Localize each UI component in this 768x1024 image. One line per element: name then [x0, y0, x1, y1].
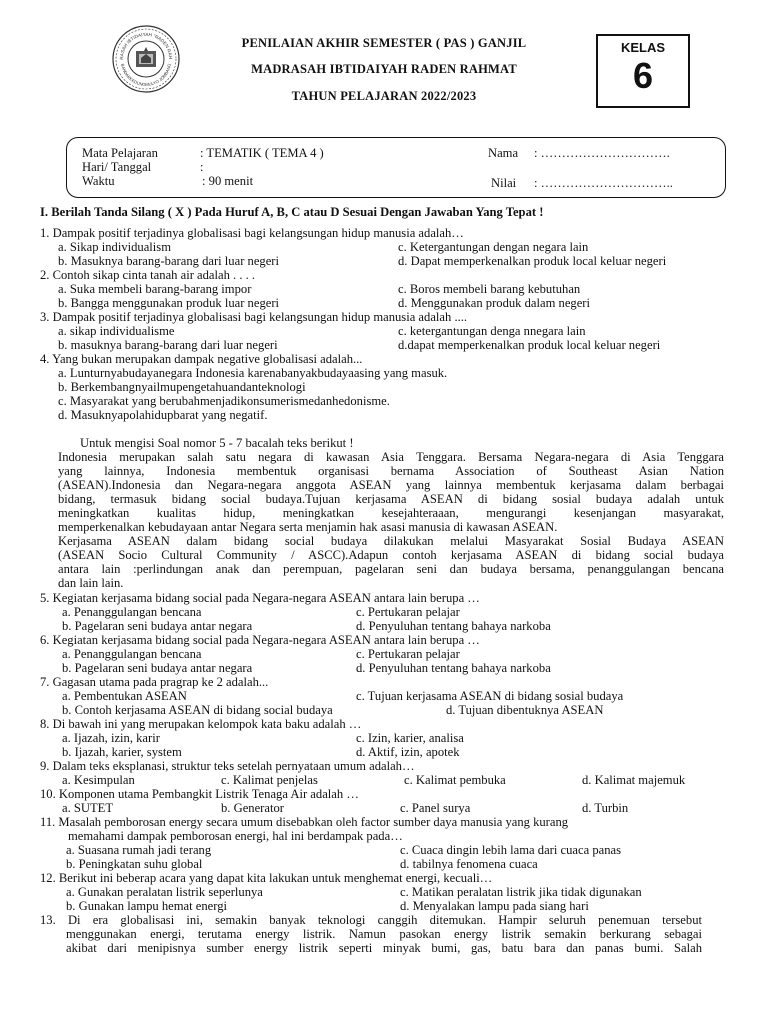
q8-option-a[interactable]: a. Ijazah, izin, karir — [62, 731, 160, 745]
q9-option-c[interactable]: c. Kalimat pembuka — [404, 773, 506, 787]
q6-option-b[interactable]: b. Pagelaran seni budaya antar negara — [62, 661, 253, 675]
q7-option-d[interactable]: d. Tujuan dibentuknya ASEAN — [446, 703, 604, 717]
passage-line: memperkenalkan kebudayaan antar Negara serta menjamin hak asasi manusia di kawasan ASEAN. — [58, 520, 558, 534]
q5-option-d[interactable]: d. Penyuluhan tentang bahaya narkoba — [356, 619, 551, 633]
q6-option-d[interactable]: d. Penyuluhan tentang bahaya narkoba — [356, 661, 551, 675]
date-value: : — [200, 160, 204, 174]
q11-option-b[interactable]: b. Peningkatan suhu global — [66, 857, 203, 871]
question-13-line: menggunakan energi, terutama energy listrik. Namun pasokan energy listrik semakin berkurang sebagai — [66, 927, 702, 941]
question-3: 3. Dampak positif terjadinya globalisasi bagi kelangsungan hidup manusia adalah .... — [40, 310, 468, 324]
class-box — [596, 34, 690, 108]
q1-option-b[interactable]: b. Masuknya barang-barang dari luar negeri — [58, 254, 279, 268]
question-8: 8. Di bawah ini yang merupakan kelompok kata baku adalah … — [40, 717, 362, 731]
q4-option-a[interactable]: a. Lunturnyabudayanegara Indonesia karenabanyakbudayaasing yang masuk. — [58, 366, 448, 380]
name-field[interactable]: : …………………………. — [534, 146, 670, 160]
q7-option-a[interactable]: a. Pembentukan ASEAN — [62, 689, 187, 703]
q12-option-a[interactable]: a. Gunakan peralatan listrik seperlunya — [66, 885, 263, 899]
q10-option-a[interactable]: a. SUTET — [62, 801, 114, 815]
q1-option-c[interactable]: c. Ketergantungan dengan negara lain — [398, 240, 589, 254]
score-field[interactable]: : ………………………….. — [534, 176, 673, 190]
question-4: 4. Yang bukan merupakan dampak negative globalisasi adalah... — [40, 352, 363, 366]
q11-option-c[interactable]: c. Cuaca dingin lebih lama dari cuaca panas — [400, 843, 621, 857]
q11-option-a[interactable]: a. Suasana rumah jadi terang — [66, 843, 212, 857]
question-12: 12. Berikut ini beberap acara yang dapat kita lakukan untuk menghemat energi, kecuali… — [40, 871, 493, 885]
time-label: Waktu — [82, 174, 115, 188]
passage-line: (ASEAN).Indonesia dan Negara-negara anggota ASEAN yang lainnya membentuk kerjasama dalam berbagai — [58, 478, 724, 492]
q10-option-d[interactable]: d. Turbin — [582, 801, 629, 815]
q9-option-a[interactable]: a. Kesimpulan — [62, 773, 135, 787]
school-name: MADRASAH IBTIDAIYAH RADEN RAHMAT — [251, 62, 517, 76]
q1-option-a[interactable]: a. Sikap individualism — [58, 240, 171, 254]
q6-option-c[interactable]: c. Pertukaran pelajar — [356, 647, 460, 661]
q7-option-b[interactable]: b. Contoh kerjasama ASEAN di bidang social budaya — [62, 703, 333, 717]
passage-line: dan lain lain. — [58, 576, 124, 590]
q11-option-d[interactable]: d. tabilnya fenomena cuaca — [400, 857, 538, 871]
school-logo — [111, 24, 181, 94]
question-11-continued: memahami dampak pemborosan energi, hal ini berdampak pada… — [68, 829, 403, 843]
passage-intro: Untuk mengisi Soal nomor 5 - 7 bacalah teks berikut ! — [80, 436, 354, 450]
passage-line: meningkatkan kualitas hidup, meningkatkan kesejahteraaan, mengurangi kesenjangan masyarakat, — [58, 506, 724, 520]
q2-option-d[interactable]: d. Menggunakan produk dalam negeri — [398, 296, 590, 310]
time-value: : 90 menit — [202, 174, 254, 188]
question-13: 13. Di era globalisasi ini, semakin banyak teknologi canggih ditemukan. Hampir seluruh penemuan tersebut — [40, 913, 702, 927]
q8-option-b[interactable]: b. Ijazah, karier, system — [62, 745, 182, 759]
q3-option-a[interactable]: a. sikap individualisme — [58, 324, 175, 338]
passage-line: Indonesia merupakan salah satu negara di kawasan Asia Tenggara. Bersama Negara-negara di Asia Tenggara — [58, 450, 724, 464]
svg-text:MADRASAH IBTIDAIYAH "RADEN RAH: RASAH IBTIDAIYAH "RADEN RAH — [118, 31, 174, 60]
passage-line: antara lain :perlindungan anak dan perempuan, pagelaran seni dan budaya bersama, penanggulangan bencana — [58, 562, 724, 576]
subject-value: : TEMATIK ( TEMA 4 ) — [200, 146, 324, 160]
q3-option-c[interactable]: c. ketergantungan denga nnegara lain — [398, 324, 586, 338]
passage-line: (ASEAN Socio Cultural Community / ASCC).Adapun contoh kerjasama ASEAN di bidang social budaya — [58, 548, 724, 562]
academic-year: TAHUN PELAJARAN 2022/2023 — [291, 89, 477, 103]
exam-title: PENILAIAN AKHIR SEMESTER ( PAS ) GANJIL — [241, 36, 527, 50]
q7-option-c[interactable]: c. Tujuan kerjasama ASEAN di bidang sosial budaya — [356, 689, 624, 703]
question-9: 9. Dalam teks eksplanasi, struktur teks setelah pernyataan umum adalah… — [40, 759, 415, 773]
question-7: 7. Gagasan utama pada pragrap ke 2 adalah... — [40, 675, 269, 689]
q5-option-b[interactable]: b. Pagelaran seni budaya antar negara — [62, 619, 253, 633]
q1-option-d[interactable]: d. Dapat memperkenalkan produk local keluar negeri — [398, 254, 667, 268]
q12-option-b[interactable]: b. Gunakan lampu hemat energi — [66, 899, 227, 913]
student-info-box — [66, 137, 726, 198]
q8-option-d[interactable]: d. Aktif, izin, apotek — [356, 745, 460, 759]
passage-line: bidang, termasuk bidang social budaya.Tujuan kerjasama ASEAN di bidang sosial budaya adalah untuk — [58, 492, 724, 506]
passage-line: Kerjasama ASEAN dalam bidang social budaya dilakukan melalui Masyarakat Sosial Budaya ASEAN — [58, 534, 724, 548]
question-13-line: akibat dari menipisnya sumber energy listrik seperti minyak bumi, gas, batu bara dan panas bumi. Salah — [66, 941, 702, 955]
q3-option-d[interactable]: d.dapat memperkenalkan produk local keluar negeri — [398, 338, 661, 352]
q9-option-d[interactable]: d. Kalimat majemuk — [582, 773, 686, 787]
q4-option-d[interactable]: d. Masuknyapolahidupbarat yang negatif. — [58, 408, 268, 422]
q10-option-c[interactable]: c. Panel surya — [400, 801, 471, 815]
question-11: 11. Masalah pemborosan energy secara umum disebabkan oleh factor sumber daya manusia yang kurang — [40, 815, 569, 829]
score-label: Nilai — [491, 176, 517, 190]
q4-option-b[interactable]: b. Berkembangnyailmupengetahuandanteknologi — [58, 380, 306, 394]
q12-option-c[interactable]: c. Matikan peralatan listrik jika tidak digunakan — [400, 885, 642, 899]
class-number: 6 — [632, 55, 654, 96]
q5-option-a[interactable]: a. Penanggulangan bencana — [62, 605, 202, 619]
subject-label: Mata Pelajaran — [82, 146, 158, 160]
question-10: 10. Komponen utama Pembangkit Listrik Tenaga Air adalah … — [40, 787, 359, 801]
q10-option-b[interactable]: b. Generator — [221, 801, 284, 815]
q5-option-c[interactable]: c. Pertukaran pelajar — [356, 605, 460, 619]
q2-option-c[interactable]: c. Boros membeli barang kebutuhan — [398, 282, 581, 296]
question-6: 6. Kegiatan kerjasama bidang social pada Negara-negara ASEAN antara lain berupa … — [40, 633, 480, 647]
q6-option-a[interactable]: a. Penanggulangan bencana — [62, 647, 202, 661]
q2-option-b[interactable]: b. Bangga menggunakan produk luar negeri — [58, 296, 280, 310]
question-1: 1. Dampak positif terjadinya globalisasi bagi kelangsungan hidup manusia adalah… — [40, 226, 464, 240]
passage-line: yang lainnya, Indonesia membentuk organisasi bernama Association of Southeast Asian Nation — [58, 464, 724, 478]
q3-option-b[interactable]: b. masuknya barang-barang dari luar negeri — [58, 338, 278, 352]
q9-option-b[interactable]: c. Kalimat penjelas — [221, 773, 318, 787]
date-label: Hari/ Tanggal — [82, 160, 152, 174]
name-label: Nama — [488, 146, 519, 160]
q4-option-c[interactable]: c. Masyarakat yang berubahmenjadikonsumerismedanhedonisme. — [58, 394, 390, 408]
question-5: 5. Kegiatan kerjasama bidang social pada Negara-negara ASEAN antara lain berupa … — [40, 591, 480, 605]
section-title: I. Berilah Tanda Silang ( X ) Pada Huruf A, B, C atau D Sesuai Dengan Jawaban Yang Tepat ! — [40, 205, 544, 219]
question-2: 2. Contoh sikap cinta tanah air adalah . . . . — [40, 268, 256, 282]
q2-option-a[interactable]: a. Suka membeli barang-barang impor — [58, 282, 252, 296]
class-label: KELAS — [620, 40, 666, 55]
q8-option-c[interactable]: c. Izin, karier, analisa — [356, 731, 464, 745]
q12-option-d[interactable]: d. Menyalakan lampu pada siang hari — [400, 899, 589, 913]
svg-text:BANDARKEDUNGMULYO JOMBANG: BANDARKEDUNGMULYO JOMBANG — [120, 63, 172, 88]
